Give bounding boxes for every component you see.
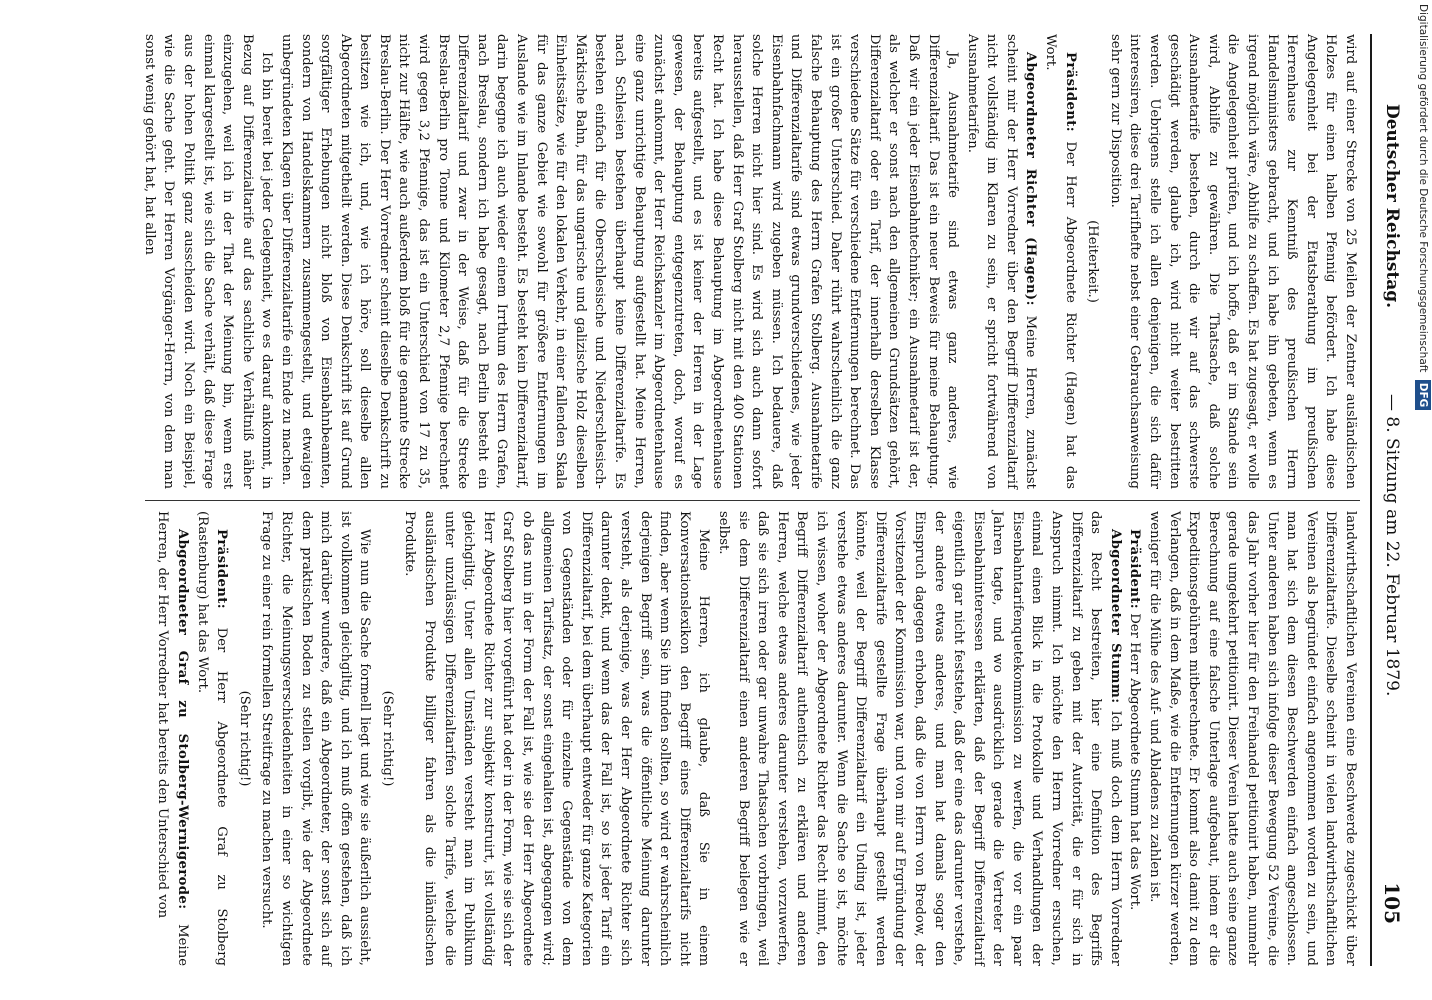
left-column — [141, 34, 1360, 489]
speech-text: Der Herr Abgeordnete Graf zu Stolberg (Rastenburg) hat das Wort. — [194, 511, 230, 967]
session-date: — 8. Sitzung am 22. Februar 1879. — [1382, 394, 1402, 697]
body-paragraph: landwirthschaftlichen Vereinen eine Beschwerde zugeschickt über Differenzialtarife. Dieselbe scheint in vielen landwirthschaftlichen Vereinen als begründet einfach angenommen worden zu sein, und man hat sich dem diesen Beschwerden einfach angeschlossen. Unter anderen haben sich infolge dieser Bewegung 52 Vereine, die das Jahr vorher hier für den Freihandel petitionirt haben, nunmehr gerade umgekehrt petitionirt. Dieser Verein hatte auch seine ganze Berechnung auf eine falsche Unterlage aufgebaut, indem er die Expeditionsgebühren mitberechnete. Er kommt also damit zu dem Verlangen, daß in dem Maße, wie die Entfernungen kürzer werden, weniger für die Mühe des Auf- und Abladens zu zahlen ist. — [1147, 511, 1358, 966]
speech-paragraph — [962, 34, 1040, 489]
interjection: (Sehr richtig!) — [379, 690, 395, 787]
journal-title: Deutscher Reichstag. — [1382, 104, 1402, 309]
body-paragraph: Ja, Ausnahmetarife sind etwas ganz anderes, wie Differenzialtarif. Das ist ein neuer Beweis für meine Behauptung. Daß wir ein jeder Eisenbahntechniker; ein Ausnahmetarif ist der, als welcher er sonst nach den allgemeinen Grundsätzen gehört, Differenzialtarif oder ein Tarif, der innerhalb derselben Klasse verschiedene Sätze für verschiedene Entfernungen berechnet. Das ist ein großer Unterschied. Daher rührt wahrscheinlich die ganz falsche Behauptung des Herrn Grafen Stolberg. Ausnahmetarife und Differenzialtarife sind etwas grundverschiedenes, wie jeder Eisenbahnfachmann wird zugeben müssen. Ich bedauere, daß solche Herren nicht hier sind. Es wird sich auch dann sofort herausstellen, daß Herr Graf Stolberg nicht mit den 400 Stationen Recht hat. Ich habe diese Behauptung im Abgeordnetenhause bereits aufgestellt, und es ist keiner der Herren in der Lage gewesen, der Behauptung entgegenzutreten, doch, worauf es zunächst ankommt, der Herr Reichskanzler im Abgeordnetenhause eine ganz unrichtige Behauptung aufgestellt hat. Meine Herren, nach Schlesien bestehen überhaupt keine Differenzialtarife. Es bestehen einfach für die Oberschlesische und Niederschlesisch-Märkische Bahn, für das ungarische und galizische Holz dieselben Einheitssätze, wie für den lokalen Verkehr, in einer fallenden Skala für das ganze Gebiet wie sowohl für größere Entfernungen im Auslande wie im Inlande besteht. Es besteht kein Differenzialtarif, darin begegne ich auch wieder einem Irrthum des Herrn Grafen, nach Breslau, sondern ich habe gesagt, nach Berlin besteht ein Differenzialtarif und zwar in der Weise, daß für die Strecke Breslau-Berlin pro Tonne und Kilometer 2,7 Pfennige berechnet wird gegen 3,2 Pfennige, das ist ein Unterschied von 17 zu 35, nicht zur Hälfte, wie auch außerdem bloß für die genannte Strecke Breslau-Berlin. Der Herr Vorredner scheint dieselbe Denkschrift zu besitzen wie ich, und, wie ich höre, soll dieselbe allen Abgeordneten mitgetheilt werden. Diese Denkschrift ist auf Grund sorgfältiger Erhebungen nicht bloß von Eisenbahnbeamten, sondern von Handelskammern zusammengestellt, und etwaigen unbegründeten Klagen über Differenzialtarife ein Ende zu machen. — [278, 34, 961, 489]
speaker-name: Abgeordneter Stumm: — [1107, 529, 1123, 704]
page-number: 105 — [1380, 882, 1404, 924]
speech-paragraph — [153, 511, 192, 966]
body-paragraph: Wie nun die Sache formell liegt und wie sie äußerlich aussieht, ist vollkommen gleichgiltig, und ich muß offen gestehen, daß ich mich darüber wundere, daß ein Abgeordneter, der sonst sich auf dem praktischen Boden zu stellen vorgibt, wie der Abgeordnete Richter, die Meinungsverschiedenheiten in einer so wichtigen Frage zu einer rein formellen Streitfrage zu machen versucht. — [259, 511, 373, 966]
speaker-name: Abgeordneter Richter (Hagen): — [1023, 52, 1039, 306]
speaker-name: Präsident: — [1062, 52, 1078, 133]
dfg-logo: DFG — [1415, 380, 1431, 411]
speech-text: Meine Herren, zunächst scheint mir der Herr Vorredner über den Begriff Differenzialtarif nicht vollständig im Klaren zu sein, er spricht fortwährend von Ausnahmetarifen. — [964, 34, 1039, 489]
speech-paragraph — [1041, 34, 1080, 489]
speaker-name: Präsident: — [214, 529, 230, 610]
speech-text: Meine Herren, der Herr Vorredner hat bereits den Unterschied von — [155, 511, 190, 966]
body-paragraph: Meine Herren, ich glaube, daß Sie in einem Konversationslexikon den Begriff eines Differenzialtarifs nicht finden, aber wenn Sie ihn finden sollten, so wird er wahrscheinlich derjenigen Begriff sein, was die öffentliche Meinung darunter versteht, als derjenige, was der Herr Abgeordnete Richter sich darunter denkt, und wenn das der Fall ist, so ist jeder Tarif ein Differenzialtarif, bei dem überhaupt entweder für ganze Kategorien von Gegenständen oder für einzelne Gegenstände von dem allgemeinen Tarifsatz, der sonst eingehalten ist, abgegangen wird; ob das nun in der Form der Fall ist, wie sie der Herr Abgeordnete Graf Stolberg hier vorgeführt hat oder in der Form, wie sie sich der Herr Abgeordnete Richter zur subjektiv konstruirt, ist vollständig gleichgiltig. Unter allen Umständen versteht man im Publikum unter unzulässigen Differenzialtarifen solche Tarife, welche die ausländischen Produkte billiger fahren als die inländischen Produkte. — [402, 511, 712, 966]
speech-text: Der Herr Abgeordnete Stumm hat das Wort. — [1127, 613, 1143, 911]
right-column — [145, 511, 1360, 966]
text-columns — [141, 34, 1360, 967]
body-paragraph: Ich bin bereit bei jeder Gelegenheit, wo es darauf ankommt, in Bezug auf Differenzialtarife auf das sachliche Verhältniß näher einzugehen, weil ich in der That der Meinung bin, wenn erst einmal klargestellt ist, wie sich die Sache verhält, daß diese Frage aus der hohen Politik ganz ausscheiden wird. Noch ein Beispiel, wie die Sache geht. Der Herren Vorgänger-Herrn, von dem man sonst wenig gehört hat, hat allen — [141, 34, 275, 489]
interjection: (Heiterkeit.) — [1085, 220, 1101, 303]
speech-paragraph — [713, 511, 1124, 966]
speaker-name: Präsident: — [1127, 529, 1143, 610]
speech-text: Der Herr Abgeordnete Richter (Hagen) hat das Wort. — [1043, 34, 1078, 489]
digitization-credit — [1415, 4, 1431, 594]
column-divider — [145, 500, 1360, 501]
page-header — [1370, 34, 1404, 966]
speaker-name: Abgeordneter Graf zu Stolberg-Wernigerode: — [174, 529, 190, 910]
interjection: (Sehr richtig!) — [236, 690, 252, 787]
speech-paragraph — [192, 511, 231, 966]
speech-text: Ich muß doch dem Herrn Vorredner das Recht bestreiten, hier eine Definition des Begriffs Differenzialtarif zu geben mit der Autorität, die er für sich in Anspruch nimmt. Ich möchte den Herrn Vorredner ersuchen, einmal einen Blick in die Protokolle und Verhandlungen der Eisenbahntarifenquetekommission zu werfen, die vor ein paar Jahren tagte, und wo ausdrücklich gerade die Vertreter der Eisenbahninteressen erklärten, daß der Begriff Differenzialtarif eigentlich gar nicht feststehe, daß der eine das darunter verstehe, der andere etwas anderes, und man hat damals sogar den Einspruch dagegen erhoben, daß die von Herrn von Bredow, der Vorsitzender der Kommission war, und von mir auf Ergründung der Differenzialtarife gestellte Frage überhaupt gestellt werden könnte, weil der Begriff Differenzialtarif ein Unding ist, jeder verstehe etwas anderes darunter. Wenn die Sache so ist, möchte ich wissen, woher der Abgeordnete Richter das Recht nimmt, den Begriff Differenzialtarif authentisch zu erklären und anderen Herren, welche etwas anderes darunter verstehen, vorzuwerfen, daß sie sich irren oder gar unwahre Thatsachen vorbringen, weil sie dem Differenzialtarif einen anderen Begriff beilegen wie er selbst. — [716, 511, 1123, 966]
body-paragraph: wird auf einer Strecke von 25 Meilen der Zentner ausländischen Holzes für einen halben Pfennig befördert. Ich habe diese Angelegenheit bei der Etatsberathung im preußischen Herrenhause zur Kenntniß des preußischen Herrn Handelsministers gebracht, und ich habe ihn gebeten, wenn es irgend möglich wäre, Abhilfe zu schaffen. Es hat zugesagt, er wolle die Angelegenheit prüfen, und ich hoffe, daß er im Stande sein wird, Abhilfe zu gewähren. Die Thatsache, daß solche Ausnahmetarife bestehen, durch die wir auf das schwerste geschädigt werden, glaube ich, wird nicht weiter bestritten werden. Uebrigens stelle ich allen denjenigen, die sich dafür interessiren, diese drei Tarifhefte nebst einer Gebrauchsanweisung sehr gern zur Disposition. — [1107, 34, 1358, 489]
credit-text: Digitalisierung gefördert durch die Deutsche Forschungsgemeinschaft — [1417, 4, 1429, 373]
speech-paragraph — [1125, 511, 1145, 966]
